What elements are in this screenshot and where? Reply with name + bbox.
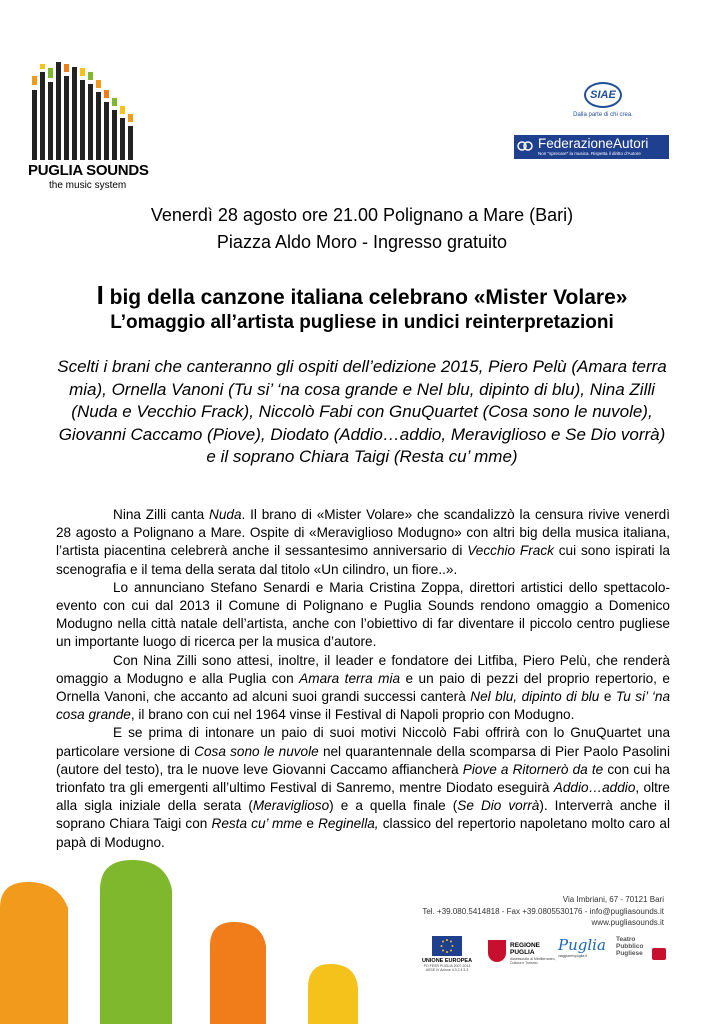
federazione-autori-logo <box>514 135 669 159</box>
theatre-masks-icon <box>652 948 666 960</box>
federazione-autori-name: FederazioneAutori <box>538 136 649 151</box>
blob-dark-orange <box>210 922 266 1024</box>
subheadline: L’omaggio all’artista pugliese in undici reinterpretazioni <box>110 312 614 333</box>
puglia-sounds-logo <box>28 62 148 197</box>
siae-tagline: Dalla parte di chi crea. <box>573 112 633 118</box>
viaggiare-in-puglia-logo <box>558 936 608 958</box>
decorative-blobs <box>0 860 380 1024</box>
regione-name: REGIONE PUGLIA <box>510 942 540 956</box>
logo-subtitle: the music system <box>49 180 127 191</box>
logo-bars-icon <box>32 62 142 160</box>
contacts: Tel. +39.080.5414818 - Fax +39.0805530176 - info@pugliasounds.it <box>422 906 664 916</box>
eu-flag-icon <box>432 936 462 956</box>
blob-yellow <box>308 964 358 1024</box>
contact-block <box>400 894 664 929</box>
teatro-pubblico-pugliese-logo <box>616 936 670 957</box>
blob-green <box>100 860 172 1024</box>
eu-logo <box>420 936 474 972</box>
siae-logo <box>558 82 648 126</box>
teatro-name: Teatro Pubblico Pugliese <box>616 936 644 957</box>
paragraph-2: Lo annunciano Stefano Senardi e Maria Cristina Zoppa, direttori artistici dello spettacolo-evento con cui dal 2013 il Comune di Polignano e Puglia Sounds rendono omaggio a Domenico Modugno nella città natale dell’artista, anche con l’obiettivo di far diventare il piccolo centro pugliese un importante luogo di ricerca per la musica d’autore. <box>56 579 670 650</box>
website-link[interactable]: www.pugliasounds.it <box>591 918 664 927</box>
regione-small: Assessorato al Mediterraneo, Cultura e Turismo <box>510 957 556 965</box>
summary: Scelti i brani che canteranno gli ospiti dell’edizione 2015, Piero Pelù (Amara terra mia), Ornella Vanoni (Tu si’ ‘na cosa grande e Nel blu, dipinto di blu), Nina Zilli (Nuda e Vecchio Frack), Niccolò Fabi con GnuQuartet (Cosa sono le nuvole), Giovanni Caccamo (Piove), Diodato (Addio…addio, Meraviglioso e Se Dio vorrà) e il soprano Chiara Taigi (Resta cu’ mme) <box>57 357 667 466</box>
regione-puglia-logo <box>488 936 556 976</box>
eu-label: UNIONE EUROPEA <box>421 958 473 964</box>
headline-initial: I <box>96 280 104 310</box>
blob-orange <box>0 882 68 1024</box>
logo-title: PUGLIA SOUNDS <box>28 162 149 179</box>
paragraph-3: Con Nina Zilli sono attesi, inoltre, il leader e fondatore dei Litfiba, Piero Pelù, che renderà omaggio a Modugno e alla Puglia con Amara terra mia e un paio di pezzi del proprio repertorio, e Ornella Vanoni, che accanto ad alcuni suoi grandi successi canterà Nel blu, dipinto di blu e Tu si’ ‘na cosa grande, il brano con cui nel 1964 vinse il Festival di Napoli proprio con Modugno. <box>56 652 670 723</box>
puglia-small: viaggiareinpuglia.it <box>558 954 587 958</box>
article-body <box>56 506 670 852</box>
eu-small: PO FESR PUGLIA 2007-2013 ASSE IV Azione 4.3.2 4.3.3 <box>423 964 471 972</box>
address: Via Imbriani, 67 - 70121 Bari <box>562 895 664 904</box>
federazione-autori-tagline: Non "sprecare" la musica. Rispetta il diritto d'Autore <box>538 151 641 156</box>
paragraph-1: Nina Zilli canta Nuda. Il brano di «Mister Volare» che scandalizzò la censura rivive venerdì 28 agosto a Polignano a Mare. Ospite di «Meraviglioso Modugno» con altri big della musica italiana, l’artista piacentina celebrerà anche il sessantesimo anniversario di Vecchio Frack cui sono ispirati la scenografia e il tema della serata dal titolo «Un cilindro, un fiore..». <box>56 507 670 577</box>
siae-mark: SIAE <box>584 82 622 108</box>
puglia-mark: Puglia <box>558 936 606 954</box>
event-date: Venerdì 28 agosto ore 21.00 Polignano a Mare (Bari) <box>150 205 574 225</box>
federazione-autori-icon <box>517 138 533 154</box>
partner-logos <box>420 936 670 980</box>
event-place: Piazza Aldo Moro - Ingresso gratuito <box>216 232 508 252</box>
headline <box>0 280 724 311</box>
regione-crest-icon <box>488 940 506 962</box>
headline-text: big della canzone italiana celebrano «Mister Volare» <box>103 286 628 309</box>
paragraph-4: E se prima di intonare un paio di suoi motivi Niccolò Fabi offrirà con lo GnuQuartet una particolare versione di Cosa sono le nuvole nel quarantennale della scomparsa di Pier Paolo Pasolini (autore del testo), tra le nuove leve Giovanni Caccamo affiancherà Piove a Ritornerò da te con cui ha trionfato tra gli emergenti all’ultimo Festival di Sanremo, mentre Diodato eseguirà Addio…addio, oltre alla sigla iniziale della serata (Meraviglioso) e a quella finale (Se Dio vorrà). Interverrà anche il soprano Chiara Taigi con Resta cu’ mme e Reginella, classico del repertorio napoletano molto caro al papà di Modugno. <box>56 725 670 850</box>
